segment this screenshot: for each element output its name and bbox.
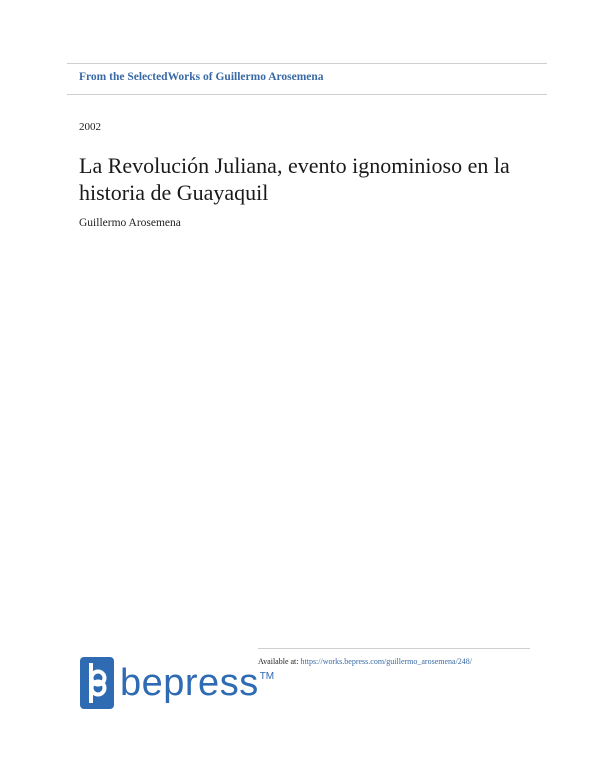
- selectedworks-link[interactable]: From the SelectedWorks of Guillermo Arosemena: [79, 71, 324, 83]
- bepress-logo-icon: [80, 657, 114, 709]
- document-title: La Revolución Juliana, evento ignominioso en la historia de Guayaquil: [79, 153, 510, 205]
- header-top-rule: [67, 63, 547, 64]
- availability-line: [258, 657, 472, 666]
- author-name: Guillermo Arosemena: [79, 217, 181, 229]
- bepress-logo-text: bepress: [120, 662, 259, 704]
- publication-year: 2002: [79, 121, 101, 133]
- footer-rule: [258, 648, 530, 649]
- bepress-logo[interactable]: [80, 657, 274, 709]
- header-bottom-rule: [67, 94, 547, 95]
- available-label: Available at:: [258, 657, 299, 666]
- available-url-link[interactable]: https://works.bepress.com/guillermo_arosemena/248/: [300, 657, 473, 666]
- bepress-trademark: TM: [259, 671, 275, 682]
